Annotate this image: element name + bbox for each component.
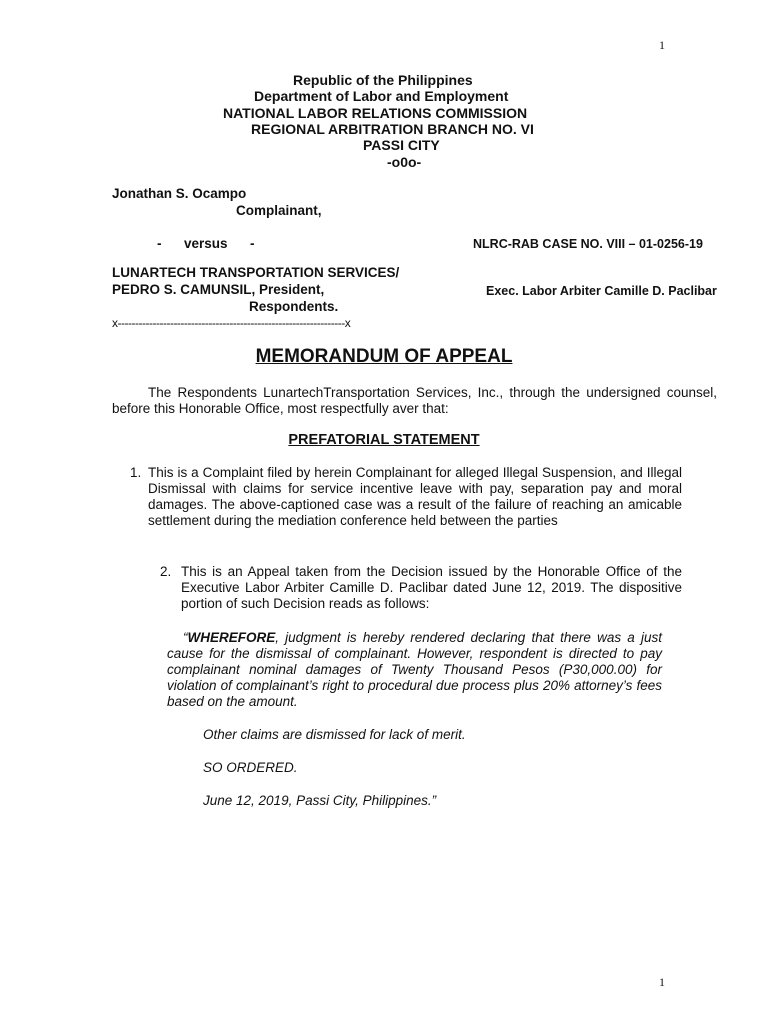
list-item-number: 1.	[130, 465, 142, 480]
complainant-name: Jonathan S. Ocampo	[112, 186, 247, 201]
header-ornament: -o0o-	[387, 154, 422, 170]
decision-date-line: June 12, 2019, Passi City, Philippines.”	[203, 793, 437, 808]
header-line-department: Department of Labor and Employment	[254, 88, 509, 104]
decision-quote-body: , judgment is hereby rendered declaring that there was a just cause for the dismissal of complainant. However, respondent is directed to pay complainant nominal damages of Twenty Thousand Pesos (P30,000.00) for violation of complainant’s right to procedural due process plus 20% attorney’s fees based on the amount.	[167, 630, 662, 709]
versus-label: - versus -	[157, 236, 255, 251]
header-line-branch: REGIONAL ARBITRATION BRANCH NO. VI	[251, 121, 534, 137]
list-item-text: This is a Complaint filed by herein Complainant for alleged Illegal Suspension, and Illegal Dismissal with claims for service incentive leave with pay, separation pay and moral damages. The above-captioned case was a result of the failure of reaching an amicable settlement during the mediation conference held between the parties	[148, 465, 682, 528]
complainant-role: Complainant,	[236, 203, 322, 218]
quote-open-mark: “	[183, 630, 188, 645]
document-title: MEMORANDUM OF APPEAL	[255, 346, 513, 367]
case-number: NLRC-RAB CASE NO. VIII – 01-0256-19	[473, 237, 703, 251]
wherefore-label: WHEREFORE	[187, 630, 276, 645]
list-item-number: 2.	[160, 564, 172, 579]
other-claims-line: Other claims are dismissed for lack of merit.	[203, 727, 466, 742]
intro-paragraph: The Respondents LunartechTransportation Services, Inc., through the undersigned counsel, before this Honorable Office, most respectfully aver that:	[112, 385, 717, 416]
so-ordered-line: SO ORDERED.	[203, 760, 298, 775]
respondent-president: PEDRO S. CAMUNSIL, President,	[112, 282, 325, 297]
header-line-republic: Republic of the Philippines	[293, 72, 473, 88]
list-item-text: This is an Appeal taken from the Decision issued by the Honorable Office of the Executive Labor Arbiter Camille D. Paclibar dated June 12, 2019. The dispositive portion of such Decision reads as follows:	[181, 564, 682, 611]
labor-arbiter: Exec. Labor Arbiter Camille D. Paclibar	[486, 284, 717, 298]
respondent-role: Respondents.	[249, 299, 339, 314]
respondent-company: LUNARTECH TRANSPORTATION SERVICES/	[112, 265, 400, 280]
page-number-bottom: 1	[659, 975, 665, 989]
page-number-top: 1	[659, 38, 665, 52]
decision-quote	[167, 630, 662, 710]
section-title: PREFATORIAL STATEMENT	[288, 432, 480, 448]
header-line-commission: NATIONAL LABOR RELATIONS COMMISSION	[223, 105, 528, 121]
caption-separator: x-----------------------------------------------------------------x	[112, 316, 351, 330]
header-line-city: PASSI CITY	[363, 137, 440, 153]
